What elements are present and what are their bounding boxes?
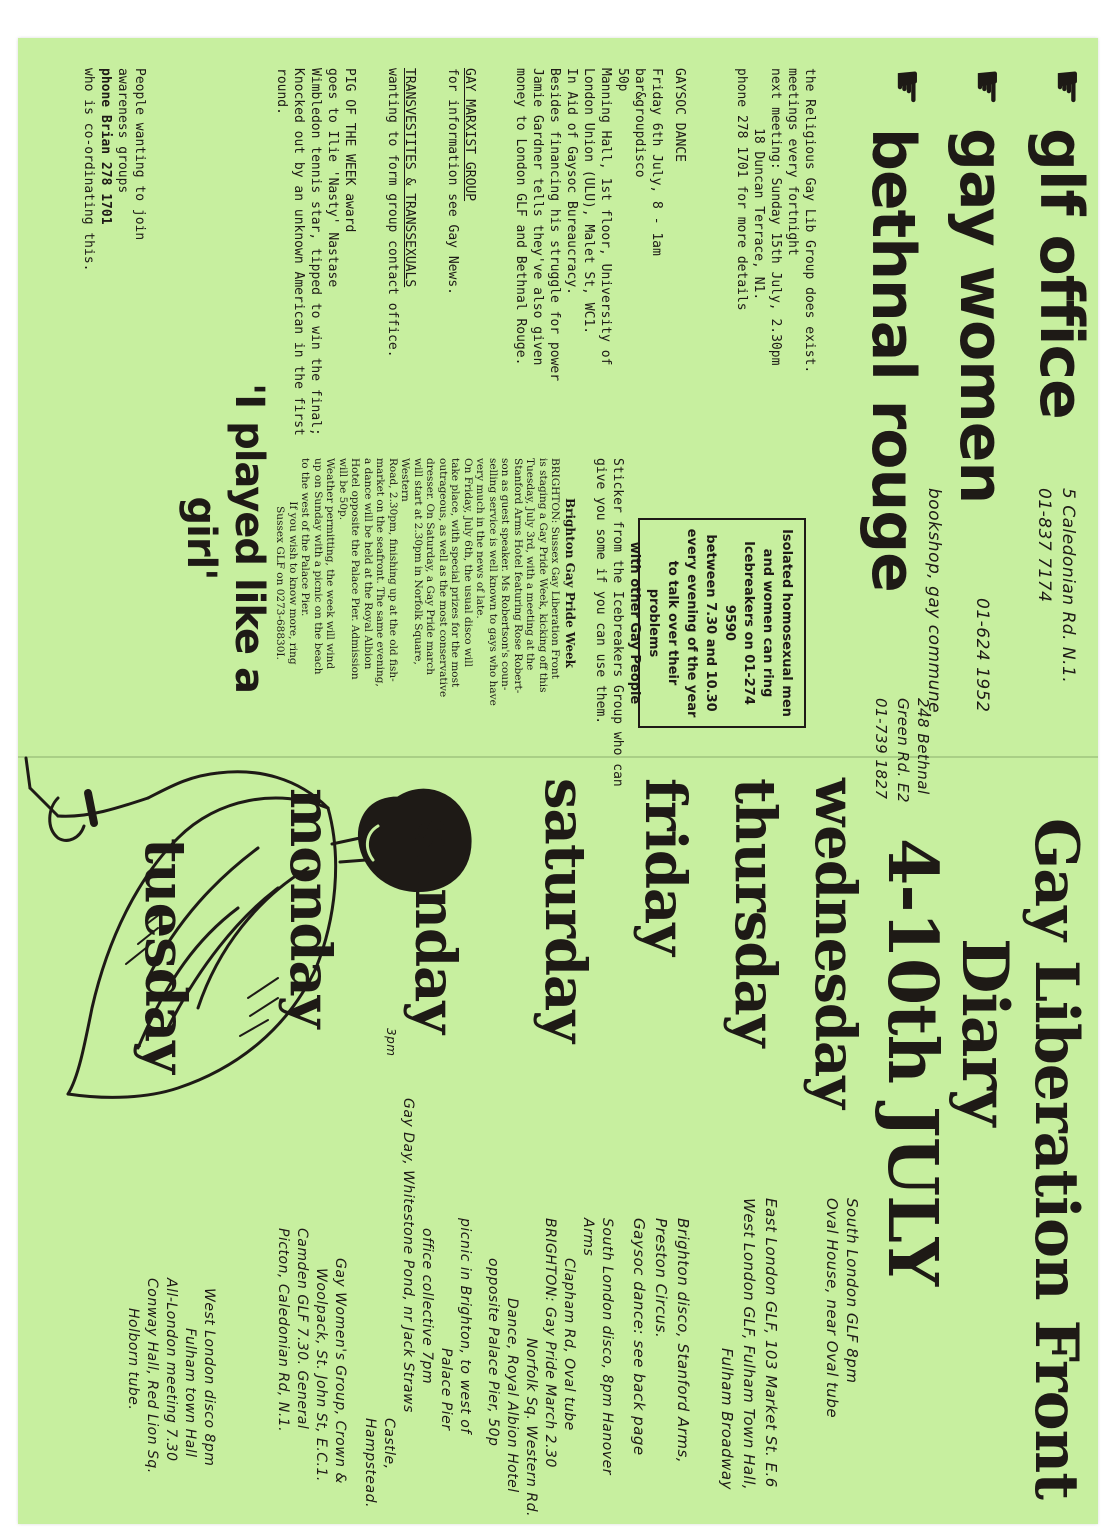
icebreakers-box [627, 518, 806, 728]
day-name: friday [632, 778, 698, 955]
day-friday [608, 778, 698, 1518]
detail-line: South London GLF 8pm [843, 1198, 861, 1384]
day-details [123, 1218, 218, 1474]
gaysoc-line: money to London GLF and Bethnal Rouge. [513, 68, 528, 366]
icebreakers-line: every evening of the year [684, 528, 699, 718]
detail-line: Clapham Rd, Oval tube [561, 1258, 577, 1431]
trans-line: wanting to form group contact office. [385, 68, 400, 358]
sticker-note [592, 458, 626, 818]
detail-line: Gaysoc dance: see back page [630, 1218, 648, 1456]
day-saturday [468, 778, 618, 1518]
gaysoc-dance-notice [512, 68, 688, 458]
brighton-line: take place, with special prizes for the most [449, 458, 462, 688]
detail-line: Castle, Hampstead. [362, 1418, 397, 1508]
gaysoc-line: GAYSOC DANCE [672, 68, 687, 162]
gaysoc-line: bar&groupdisco [632, 68, 647, 178]
detail-line: West London GLF, Fulham Town Hall, [740, 1198, 758, 1491]
icebreakers-line: and women can ring [760, 548, 775, 698]
gaysoc-line: Friday 6th July, 8 - 1am [649, 68, 664, 256]
pig-of-week-notice [273, 68, 358, 488]
detail-line: Dance, Royal Albion Hotel [504, 1298, 520, 1493]
detail-line: Norfolk Sq. Western Rd. [523, 1338, 539, 1517]
day-note: 3pm [384, 1028, 398, 1057]
brighton-line: will start at 2.30pm in Norfolk Square, Western [399, 458, 424, 665]
pig-heading: PIG OF THE WEEK award [342, 68, 357, 233]
brighton-line: will be 50p. [337, 458, 349, 521]
detail-line: Gay Day, Whitestone Pond, nr Jack Straws [400, 1098, 416, 1413]
brighton-line: is staging a Gay Pride Week, kicking off this [537, 458, 549, 693]
day-name: sunday [402, 818, 468, 1033]
gaysoc-line: In Aid of Gaysoc Bureaucracy. [564, 68, 579, 295]
detail-line: Camden GLF 7.30. General [294, 1228, 310, 1430]
sticker-line: give you some if you can use them. [593, 458, 608, 725]
pig-line: Knocked out by an unknown American in the first round. [274, 68, 306, 436]
brighton-line: selling service is well known to gays who have [487, 458, 499, 706]
brighton-line: Hotel opposite the Palace Pier. Admission [349, 458, 362, 680]
brighton-line: Weather permitting, the week will wind [324, 458, 337, 670]
icebreakers-line: Icebreakers on 01-274 9590 [722, 541, 756, 705]
detail-line: Gay Women's Group, Crown & [332, 1258, 348, 1484]
brighton-line: market on the seafront. The same evening, [374, 458, 387, 687]
detail-line: East London GLF, 103 Market St. E.6 [762, 1198, 780, 1488]
detail-line: Oval House, near Oval tube [823, 1198, 841, 1419]
gay-women-title: gay women [946, 128, 1016, 504]
icebreakers-line: Isolated homosexual men [779, 529, 794, 717]
glf-office-row [1022, 68, 1096, 688]
brighton-line: a dance will be held at the Royal Albion [362, 458, 374, 670]
glf-office-phone: 01-837 7174 [1034, 488, 1054, 603]
sticker-line: Sticker from the Icebreakers Group who can [610, 458, 625, 787]
brighton-line: If you wish to know more, ring [287, 501, 299, 665]
day-details [483, 1218, 616, 1518]
religious-line: the Religious Gay Lib Group does exist. [802, 68, 817, 374]
marxist-line: for information see Gay News. [445, 68, 460, 295]
detail-line: Picton, Caledonian Rd, N.1. [275, 1228, 291, 1433]
day-details [628, 1218, 694, 1518]
gay-marxist-notice [444, 68, 478, 448]
brighton-pride-heading: Brighton Gay Pride Week [563, 498, 577, 668]
detail-line: Conway Hall, Red Lion Sq. [144, 1278, 160, 1474]
pull-quote: 'I played like a girl' [178, 383, 272, 693]
detail-line: Woolpack, St. John St, E.C.1. [313, 1268, 329, 1482]
detail-line: All-London meeting 7.30 [163, 1278, 179, 1462]
awareness-line: who is co-ordinating this. [81, 68, 96, 272]
bethnal-rouge-title: bethnal rouge [858, 128, 928, 592]
brighton-line: Road, 2.30pm, finishing up at the old fish- [387, 458, 399, 682]
detail-line: Palace Pier [438, 1348, 454, 1431]
bethnal-address-line1: 248 Bethnal [914, 698, 932, 795]
religious-line: 18 Duncan Terrace, N1. [751, 128, 766, 301]
pointing-hand-icon: ☛ [883, 68, 932, 106]
diary-title-line2: Diary [947, 938, 1022, 1126]
day-sunday [348, 778, 478, 1518]
bethnal-phone: 01-739 1827 [872, 698, 890, 800]
detail-line: office collective 7pm [419, 1228, 435, 1385]
detail-line: Brighton disco, Stanford Arms, Preston Circus. [652, 1218, 692, 1464]
icebreakers-line: with other Gay People [627, 541, 642, 705]
gaysoc-line: Besides financing his struggle for power [547, 68, 562, 382]
glf-office-title: glf office [1026, 128, 1096, 419]
day-details [273, 1218, 349, 1484]
brighton-line: On Friday, July 6th, the usual disco will [462, 458, 474, 667]
trans-heading: TRANSVESTITES & TRANSSEXUALS [402, 68, 417, 288]
day-details [360, 1098, 474, 1518]
awareness-line: awareness groups [115, 68, 130, 194]
detail-line: opposite Palace Pier, 50p [485, 1258, 501, 1447]
detail-line: South London disco, 8pm Hanover Arms [580, 1218, 615, 1475]
flyer-sheet [18, 38, 1098, 1524]
detail-line: BRIGHTON: Gay Pride March 2.30 [542, 1218, 558, 1468]
day-name: saturday [532, 778, 598, 1042]
gaysoc-line: Manning Hall, 1st floor, University of [598, 68, 613, 366]
bethnal-address-line2: Green Rd. E2 [894, 698, 912, 804]
day-details [716, 1198, 782, 1490]
detail-line: Holborn tube. [125, 1308, 141, 1411]
brighton-line: son as guest speaker. Ms Robertson's coun- [499, 458, 512, 691]
pig-line: goes to Ilie 'Nasty' Nastase [325, 68, 340, 288]
day-name: monday [277, 788, 343, 1028]
gay-women-phone: 01-624 1952 [972, 598, 992, 713]
marxist-heading: GAY MARXIST GROUP [462, 68, 477, 202]
awareness-line: phone Brian 278 1701 [98, 68, 113, 225]
religious-group-notice [733, 68, 818, 488]
detail-line: Fulham Broadway [718, 1348, 736, 1490]
pointing-hand-icon: ☛ [963, 68, 1012, 106]
day-name: wednesday [802, 778, 868, 1108]
gaysoc-line: 50p [615, 68, 630, 92]
brighton-line: outrageous, as well as the most conservative [437, 458, 449, 698]
awareness-line: People wanting to join [132, 68, 147, 241]
brighton-line: Sussex GLF on 0273-68830I. [274, 506, 287, 660]
brighton-line: Tuesday, July 3rd, with a meeting at the [524, 458, 537, 671]
day-monday [253, 778, 353, 1518]
day-thursday [688, 778, 788, 1518]
diary-title-line1: Gay Liberation Front [1021, 818, 1091, 1500]
icebreakers-line: between 7.30 and 10.30 [703, 534, 718, 712]
brighton-line: BRIGHTON: Sussex Gay Liberation Front [549, 458, 562, 679]
religious-line: meetings every fortnight [785, 68, 800, 256]
detail-line: picnic in Brighton, to west of [457, 1218, 473, 1434]
gay-women-row [942, 68, 1016, 748]
day-name: thursday [722, 778, 788, 1047]
brighton-line: very much in the news of late. [474, 458, 487, 619]
icebreakers-line: to talk over their problems [646, 560, 680, 686]
brighton-line: to the west of the Palace Pier. [299, 458, 312, 617]
religious-line: phone 278 1701 for more details [734, 68, 749, 311]
gaysoc-line: Jamie Gardner tells they've also given [530, 68, 545, 366]
pointing-hand-icon: ☛ [1043, 68, 1092, 106]
day-tuesday [98, 778, 238, 1518]
brighton-line: up on Sunday with a picnic on the beach [312, 458, 324, 675]
brighton-line: Stanford Arms Hotel featuring Rose Robert- [512, 458, 524, 694]
religious-line: next meeting: Sunday 15th July, 2.30pm [768, 68, 783, 366]
day-wednesday [788, 778, 868, 1518]
brighton-line: dresser. On Saturday, a Gay Pride march [424, 458, 437, 675]
bethnal-rouge-subtitle: bookshop, gay commune. [924, 488, 944, 720]
detail-line: Fulham town Hall [182, 1328, 198, 1458]
diary-title-line3: 4-10th JULY [872, 838, 952, 1286]
gaysoc-line: London Union (ULU), Malet St, WC1. [581, 68, 596, 335]
day-name: tuesday [132, 838, 198, 1073]
detail-line: West London disco 8pm [201, 1288, 217, 1467]
glf-office-address: 5 Caledonian Rd. N.1. [1058, 488, 1078, 684]
bethnal-rouge-row [828, 68, 944, 848]
day-details [822, 1198, 862, 1418]
awareness-notice [80, 68, 148, 348]
rotated-page [18, 38, 1098, 1524]
trans-notice [384, 68, 418, 448]
pig-line: Wimbledon tennis star, tipped to win the final; [308, 68, 323, 436]
